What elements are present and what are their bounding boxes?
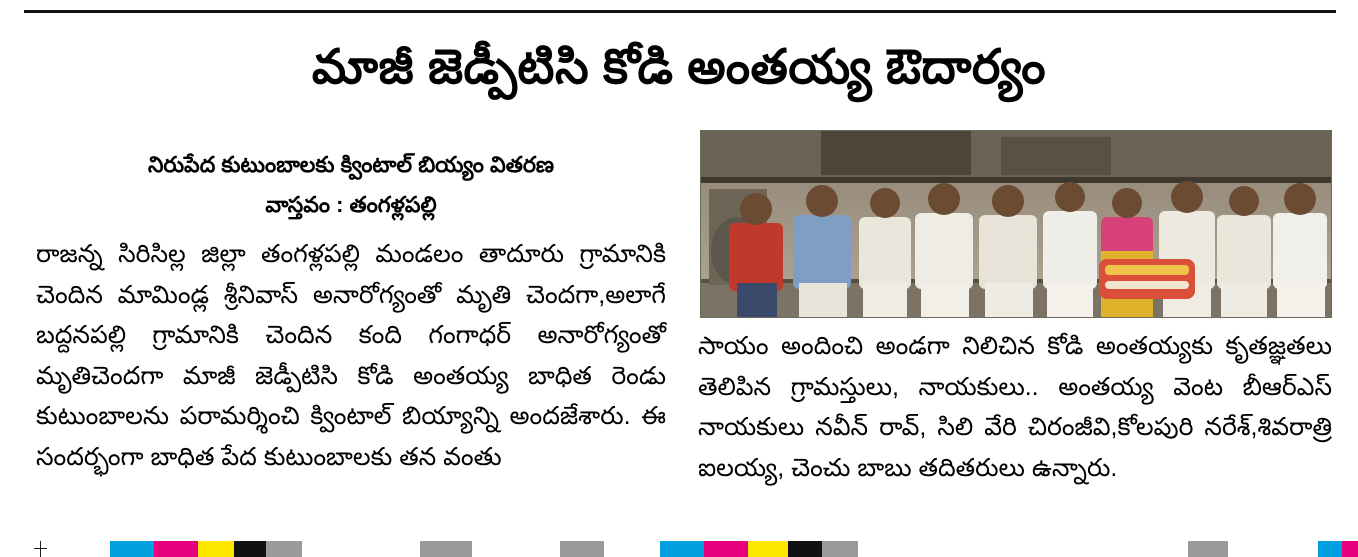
print-color-bar: [0, 541, 1358, 557]
color-swatch: [660, 541, 704, 557]
color-swatch: [788, 541, 822, 557]
article-subhead: నిరుపేద కుటుంబాలకు క్వింటాల్ బియ్యం వితరణ: [147, 152, 555, 177]
color-swatch: [704, 541, 748, 557]
color-swatch: [266, 541, 302, 557]
color-swatch: [1188, 541, 1228, 557]
color-swatch: [154, 541, 198, 557]
top-divider-rule: [24, 10, 1336, 13]
photo-caption: సాయం అందించి అండగా నిలిచిన కోడి అంతయ్యకు కృతజ్ఞతలు తెలిపిన గ్రామస్తులు, నాయకులు.. అంతయ్య వెంట బీఆర్ఎస్ నాయకులు నవీన్ రావ్, సిలి వేరి చిరంజీవి,కోలపురి నరేశ్,శివరాత్రి ఐలయ్య, చెంచు బాబు తదితరులు ఉన్నారు.: [698, 332, 1332, 482]
color-swatch: [198, 541, 234, 557]
color-swatch: [234, 541, 266, 557]
color-swatch: [1318, 541, 1342, 557]
color-swatch: [110, 541, 154, 557]
article-photo: [700, 130, 1332, 318]
page-title: మాజీ జెడ్పీటిసి కోడి అంతయ్య ఔదార్యం: [311, 41, 1047, 94]
photo-illustration: [701, 131, 1331, 317]
article-dateline: వాస్తవం : తంగళ్లపల్లి: [265, 192, 437, 217]
color-swatch: [1342, 541, 1358, 557]
article-left-column: [36, 148, 666, 477]
color-swatch: [560, 541, 604, 557]
registration-mark: [40, 541, 41, 557]
color-swatch: [420, 541, 472, 557]
article-body-text: రాజన్న సిరిసిల్ల జిల్లా తంగళ్లపల్లి మండలం తాదూరు గ్రామానికి చెందిన మామిండ్ల శ్రీనివాస్ అనారోగ్యంతో మృతి చెందగా,అలాగే బద్దనపల్లి గ్రామానికి చెందిన కంది గంగాధర్ అనారోగ్యంతో మృతిచెందగా మాజీ జెడ్పీటిసి కోడి అంతయ్య బాధిత రెండు కుటుంబాలను పరామర్శించి క్వింటాల్ బియ్యాన్ని అందజేశారు. ఈ సందర్భంగా బాధిత పేద కుటుంబాలకు తన వంతు: [36, 240, 666, 471]
color-swatch: [822, 541, 858, 557]
color-swatch: [748, 541, 788, 557]
